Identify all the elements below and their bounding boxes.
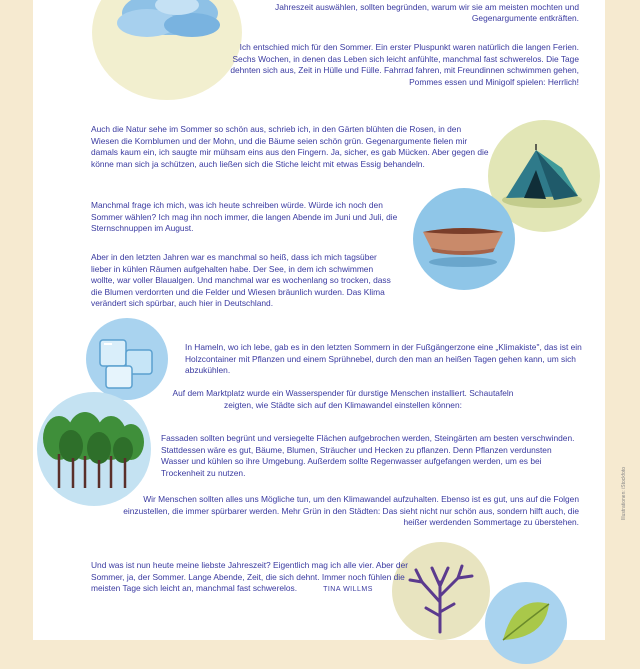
paragraph-summer-choice: Ich entschied mich für den Sommer. Ein erster Pluspunkt waren natürlich die langen Ferien. Sechs Wochen, in denen das Leben sich leicht anfühlte, manchmal fast schwerelos. Die Tage dehnten sich aus, Zeit in Hülle und Fülle. Fahrrad fahren, mit Freundinnen schwimmen gehen, Pommes essen und Minigolf spielen: Herrlich!: [230, 42, 579, 87]
paragraph-favorite-season: [91, 560, 411, 596]
paragraph-hot-years: Aber in den letzten Jahren war es manchmal so heiß, dass ich mich tagsüber lieber in kühlen Räumen aufgehalten habe. Der See, in dem ich schwimmen wollte, war voller Blaualgen. Und manchmal war es wochenlang so trocken, dass die Blumen verdorrten und die Felder und Wiesen bräunlich wurden. Das Klima verändert sich spürbar, auch hier in Deutschland.: [91, 252, 391, 309]
sky-cloud-illustration: [92, 0, 242, 100]
leaf-illustration: [485, 582, 567, 664]
paragraph-hameln: In Hameln, wo ich lebe, gab es in den letzten Sommern in der Fußgängerzone eine „Klimakiste", das ist ein Holzcontainer mit Pflanzen und einem Sprühnebel, durch den man an heißen Tagen gehen kann, um sich abzukühlen.: [185, 342, 582, 376]
image-credit: Illustrationen: iStockfoto: [621, 466, 627, 520]
author-signature: TINA WILLMS: [323, 586, 373, 594]
ice-cubes-illustration: [86, 318, 168, 400]
paragraph-facades: Fassaden sollten begrünt und versiegelte Flächen aufgebrochen werden, Steingärten am besten verschwinden. Stattdessen wäre es gut, Bäume, Blumen, Sträucher und Hecken zu pflanzen. Denn Pflanzen verdunsten Wasser und kühlen so ihre Umgebung. Außerdem sollte Regenwasser aufgefangen werden, um es bei Trockenheit zu nutzen.: [161, 433, 575, 478]
magazine-page: [33, 0, 627, 640]
paragraph-intro: Jahreszeit auswählen, sollten begründen, warum wir sie am meisten mochten und Gegenargumente entkräften.: [275, 1, 579, 24]
paragraph-nature: Auch die Natur sehe im Sommer so schön aus, schrieb ich, in den Gärten blühten die Rosen, in den Wiesen die Kornblumen und der Mohn, und die Bäume seien schön grün. Gegenargumente fielen mir damals kaum ein, ich saugte mir mühsam eins aus den Fingern. Ja, sicher, es gab Mücken. Aber gegen die könne man sich ja schützen, auch ließen sich die Stiche leicht mit etwas Essig behandeln.: [91, 124, 489, 169]
boat-illustration: [413, 188, 515, 290]
paragraph-favorite-season-text: Und was ist nun heute meine liebste Jahreszeit? Eigentlich mag ich alle vier. Aber der Sommer, ja, der Sommer. Lange Abende, Zeit, die sich dehnt. Immer noch fühlen die meisten Tage sich leicht an, manchmal fast schwerelos.: [91, 560, 409, 594]
trees-illustration: [37, 392, 151, 506]
paragraph-humans: Wir Menschen sollten alles uns Mögliche tun, um den Klimawandel aufzuhalten. Ebenso ist es gut, uns auf die Folgen einzustellen, die immer spürbarer werden. Mehr Grün in den Städten: Das sieht nicht nur schön aus, sondern hilft auch, die heißer werdenden Sommertage zu überstehen.: [123, 494, 579, 528]
paragraph-marketplace: Auf dem Marktplatz wurde ein Wasserspender für durstige Menschen installiert. Schautafeln zeigten, wie Städte sich auf den Klimawandel einstellen können:: [172, 388, 514, 410]
paragraph-wondering: Manchmal frage ich mich, was ich heute schreiben würde. Würde ich noch den Sommer wählen? Ich mag ihn noch immer, die langen Abende im Juni und Juli, die Sternschnuppen im August.: [91, 200, 398, 234]
